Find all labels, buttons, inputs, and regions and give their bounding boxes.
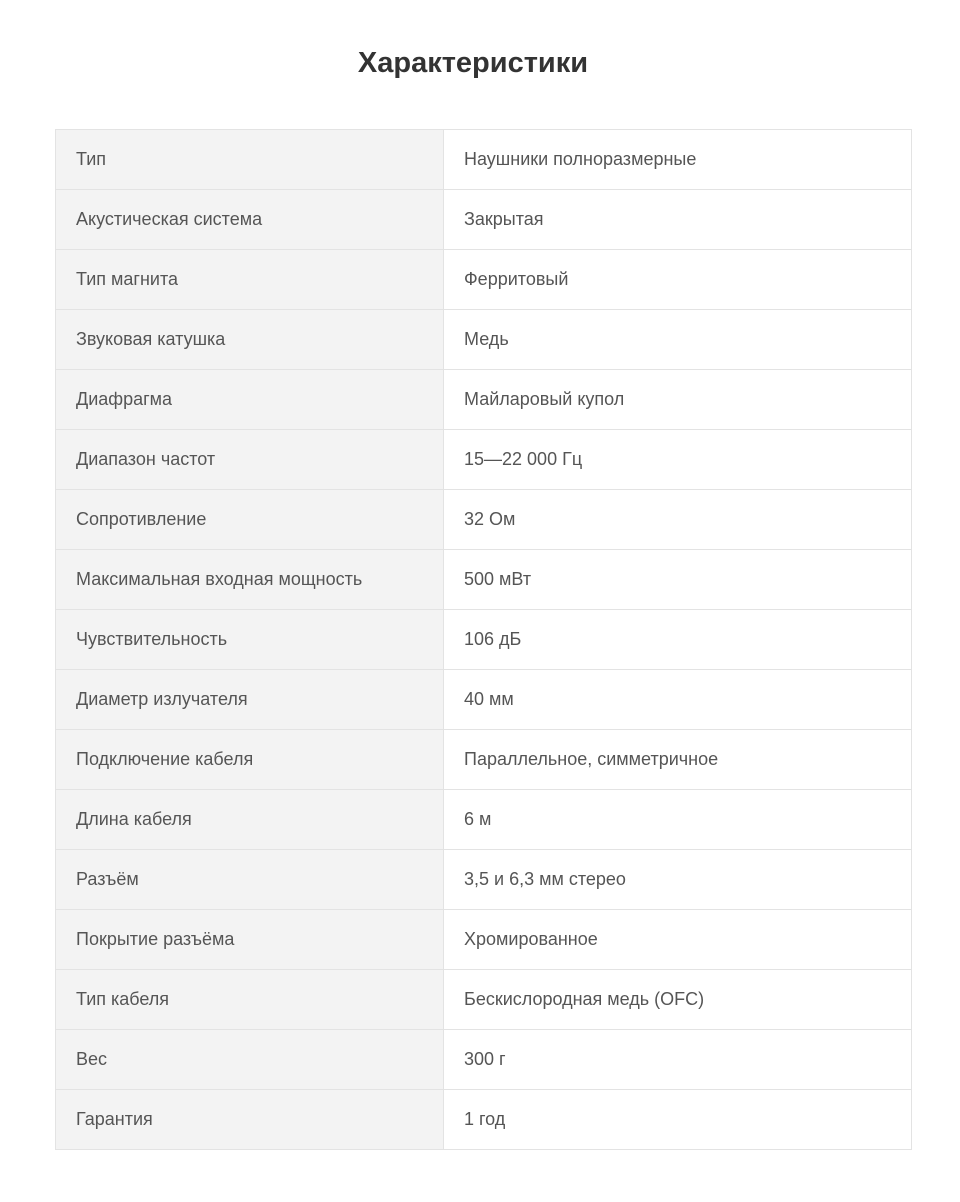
spec-label: Диафрагма bbox=[56, 370, 444, 430]
spec-label: Тип магнита bbox=[56, 250, 444, 310]
spec-row bbox=[56, 670, 912, 730]
spec-label: Звуковая катушка bbox=[56, 310, 444, 370]
spec-value: Медь bbox=[444, 310, 912, 370]
spec-label: Диаметр излучателя bbox=[56, 670, 444, 730]
spec-label: Вес bbox=[56, 1030, 444, 1090]
spec-label: Гарантия bbox=[56, 1090, 444, 1150]
spec-label: Тип кабеля bbox=[56, 970, 444, 1030]
spec-row bbox=[56, 1030, 912, 1090]
spec-value: 300 г bbox=[444, 1030, 912, 1090]
spec-value: 500 мВт bbox=[444, 550, 912, 610]
spec-value: Параллельное, симметричное bbox=[444, 730, 912, 790]
spec-value: Майларовый купол bbox=[444, 370, 912, 430]
spec-value: Ферритовый bbox=[444, 250, 912, 310]
spec-value: Бескислородная медь (OFC) bbox=[444, 970, 912, 1030]
spec-value: 40 мм bbox=[444, 670, 912, 730]
spec-row bbox=[56, 250, 912, 310]
spec-label: Чувствительность bbox=[56, 610, 444, 670]
spec-row bbox=[56, 310, 912, 370]
spec-value: 3,5 и 6,3 мм стерео bbox=[444, 850, 912, 910]
spec-value: Хромированное bbox=[444, 910, 912, 970]
spec-value: 15—22 000 Гц bbox=[444, 430, 912, 490]
spec-label: Акустическая система bbox=[56, 190, 444, 250]
spec-label: Подключение кабеля bbox=[56, 730, 444, 790]
spec-value: 1 год bbox=[444, 1090, 912, 1150]
spec-label: Диапазон частот bbox=[56, 430, 444, 490]
spec-row bbox=[56, 130, 912, 190]
spec-label: Разъём bbox=[56, 850, 444, 910]
spec-row bbox=[56, 610, 912, 670]
spec-row bbox=[56, 1090, 912, 1150]
spec-row bbox=[56, 970, 912, 1030]
spec-value: 6 м bbox=[444, 790, 912, 850]
specs-table bbox=[55, 129, 912, 1150]
spec-row bbox=[56, 910, 912, 970]
spec-label: Тип bbox=[56, 130, 444, 190]
spec-row bbox=[56, 550, 912, 610]
spec-value: 106 дБ bbox=[444, 610, 912, 670]
spec-row bbox=[56, 850, 912, 910]
spec-label: Покрытие разъёма bbox=[56, 910, 444, 970]
spec-label: Максимальная входная мощность bbox=[56, 550, 444, 610]
spec-value: Закрытая bbox=[444, 190, 912, 250]
spec-row bbox=[56, 790, 912, 850]
spec-row bbox=[56, 190, 912, 250]
spec-value: 32 Ом bbox=[444, 490, 912, 550]
spec-label: Сопротивление bbox=[56, 490, 444, 550]
spec-row bbox=[56, 370, 912, 430]
spec-row bbox=[56, 430, 912, 490]
spec-row bbox=[56, 490, 912, 550]
spec-row bbox=[56, 730, 912, 790]
page-title: Характеристики bbox=[357, 47, 589, 79]
spec-label: Длина кабеля bbox=[56, 790, 444, 850]
spec-value: Наушники полноразмерные bbox=[444, 130, 912, 190]
specs-table-body bbox=[56, 130, 912, 1150]
